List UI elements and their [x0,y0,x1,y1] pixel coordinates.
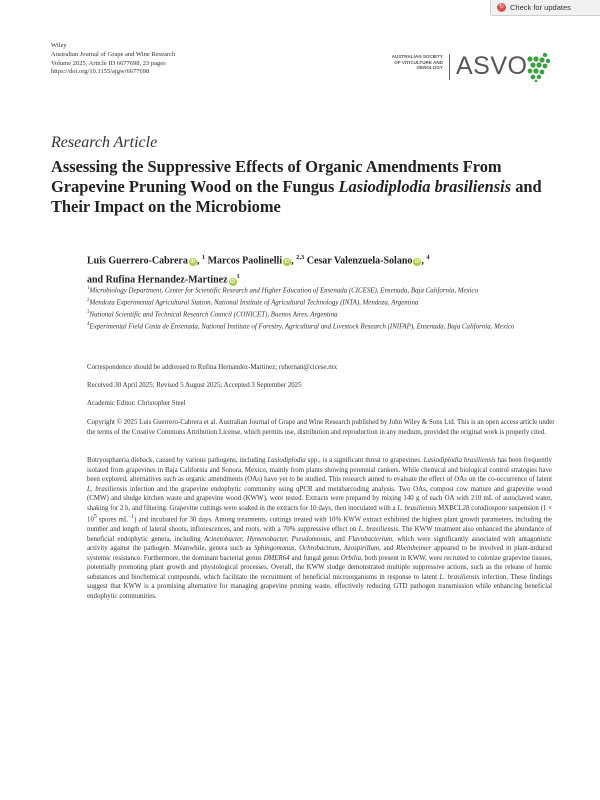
journal-name: Australian Journal of Grape and Wine Research [51,50,176,58]
affiliation-list [87,284,557,332]
article-type: Research Article [51,134,158,151]
author-affiliation: 1 [236,273,240,281]
journal-metadata [51,42,175,77]
publisher-name: Wiley [51,42,67,49]
society-name: AUSTRALIAN SOCIETY OF VITICULTURE AND OENOLOGY [391,54,443,71]
author-affiliation: 4 [426,254,430,261]
affiliation: $^3$National Scientific and Technical Research Council (CONICET), Buenos Aires, Argentina [87,310,338,319]
article-dates: Received 30 April 2025; Revised 5 August 2025; Accepted 3 September 2025 [87,382,302,389]
grape-cluster-icon [525,52,551,82]
doi-link[interactable]: https://doi.org/10.1155/ajgw/6677698 [51,68,150,76]
asvo-wordmark: ASVO [456,52,528,80]
affiliation: $^2$Mendoza Experimental Agricultural Station, National Institute of Agricultural Technology (INTA), Mendoza, Argentina [87,298,419,307]
orcid-icon[interactable]: iD [230,278,236,285]
orcid-icon[interactable]: iD [190,259,196,266]
affiliation: $^1$Microbiology Department, Center for Scientific Research and Higher Education of Ensenada (CICESE), Ensenada, Baja California, Mexico [87,286,479,295]
check-for-updates-button[interactable] [490,0,600,16]
author-name[interactable]: Cesar Valenzuela-Solano [306,255,413,267]
update-icon: ↻ [498,4,505,10]
orcid-icon[interactable]: iD [284,259,290,266]
author-name[interactable]: Luis Guerrero-Cabrera [87,255,188,267]
author-affiliation: 2,3 [296,254,305,261]
affiliation: $^4$Experimental Field Costa de Ensenada, National Institute of Forestry, Agricultural and Livestock Research (INIFAP), Ensenada, Baja California, Mexico [87,322,515,331]
asvo-logo [373,48,553,86]
title-species: Lasiodiplodia brasiliensis [338,177,512,196]
author-affiliation: 1 [201,254,206,261]
academic-editor: Academic Editor: Christopher Steel [87,400,186,407]
copyright-notice: Copyright © 2025 Luis Guerrero-Cabrera et al. Australian Journal of Grape and Wine Research published by John Wiley & Sons Ltd. This is an open access article under the terms of the Creative Commons Attribution License, which permits use, distribution and reproduction in any medium, provided the original work is properly cited. [87,419,555,436]
abstract: Botryosphaeria dieback, caused by various pathogens, including Lasiodiplodia spp., is a significant threat to grapevines. Lasiodiplodia brasiliensis has been frequently isolated from grapevines in Baja California and Sonora, Mexico, mainly from plants showing perennial cankers. While chemical and biological control strategies have been explored, alternatives such as organic amendments (OAs) have yet to be studied. This research aimed to evaluate the effect of OAs on the co-occurrence of latent L. brasiliensis infection and the grapevine endophytic community using qPCR and metabarcoding analysis. Two OAs, compost cow manure and grapevine wood (CMW) and sludge kitchen waste and grapevine wood (KWW), were tested. Extracts were prepared by mixing 140 g of each OA with 210 mL of autoclaved water, shaking for 2 h, and filtering. Grapevine cuttings were soaked in the extracts for 10 days, then inoculated with a L. brasiliensis MXBCL28 conidiospore suspension ($1 \times 10^5$ spores $mL^{-1}$) and incubated for 30 days. Among treatments, cuttings treated with 10% KWW extract exhibited the highest plant growth parameters, including the number and length of lateral shoots, inflorescences, and roots, with a 70% suppressive effect on L. brasiliensis. The KWW treatment also enhanced the abundance of beneficial endophytic genera, including Acinetobacter, Hymenobacter, Pseudomonas, and Flavobacterium, which were significantly associated with antagonistic activity against the pathogen. Meanwhile, genera such as Sphingomonas, Ochrobactrum, Azospirillum, and Rheinheimer appeared to be involved in plant-induced systemic resistance. Furthermore, the dominant bacterial genus DMER64 and fungal genus Orbilia, both present in KWW, were recruited to colonize grapevine tissues, potentially promoting plant growth and physiological processes. Overall, the KWW sludge demonstrated multiple suppressive actions, such as the release of humic substances and biochemical compounds, which facilitate the recruitment of beneficial microorganisms in response to latent L. brasiliensis infection. These findings suggest that KWW is a promising alternative for managing grapevine pruning waste, effectively reducing GTD pathogen transmission while enhancing beneficial endophytic communities. [87,457,553,600]
author-list: Luis Guerrero-Cabrera iD , $^1$ Marcos Paolinelli iD , $^{2,3}$ Cesar Valenzuela-Solano iD , $^4$ and Rufina Hernandez-Martinez $iD^1$ [87,254,430,286]
logo-divider [449,54,450,80]
article-title: Assessing the Suppressive Effects of Organic Amendments From Grapevine Pruning Wood on the Fungus Lasiodiplodia brasiliensis and Their Impact on the Microbiome [51,157,542,216]
author-name[interactable]: and Rufina Hernandez-Martinez [87,274,228,286]
author-name[interactable]: Marcos Paolinelli [207,255,283,267]
journal-volume: Volume 2025, Article ID 6677698, 23 pages [51,59,166,67]
check-for-updates-label: Check for updates [510,3,571,12]
orcid-icon[interactable]: iD [414,259,420,266]
correspondence: Correspondence should be addressed to Rufina Hernandez-Martinez; ruhernan@cicese.mx [87,364,338,371]
